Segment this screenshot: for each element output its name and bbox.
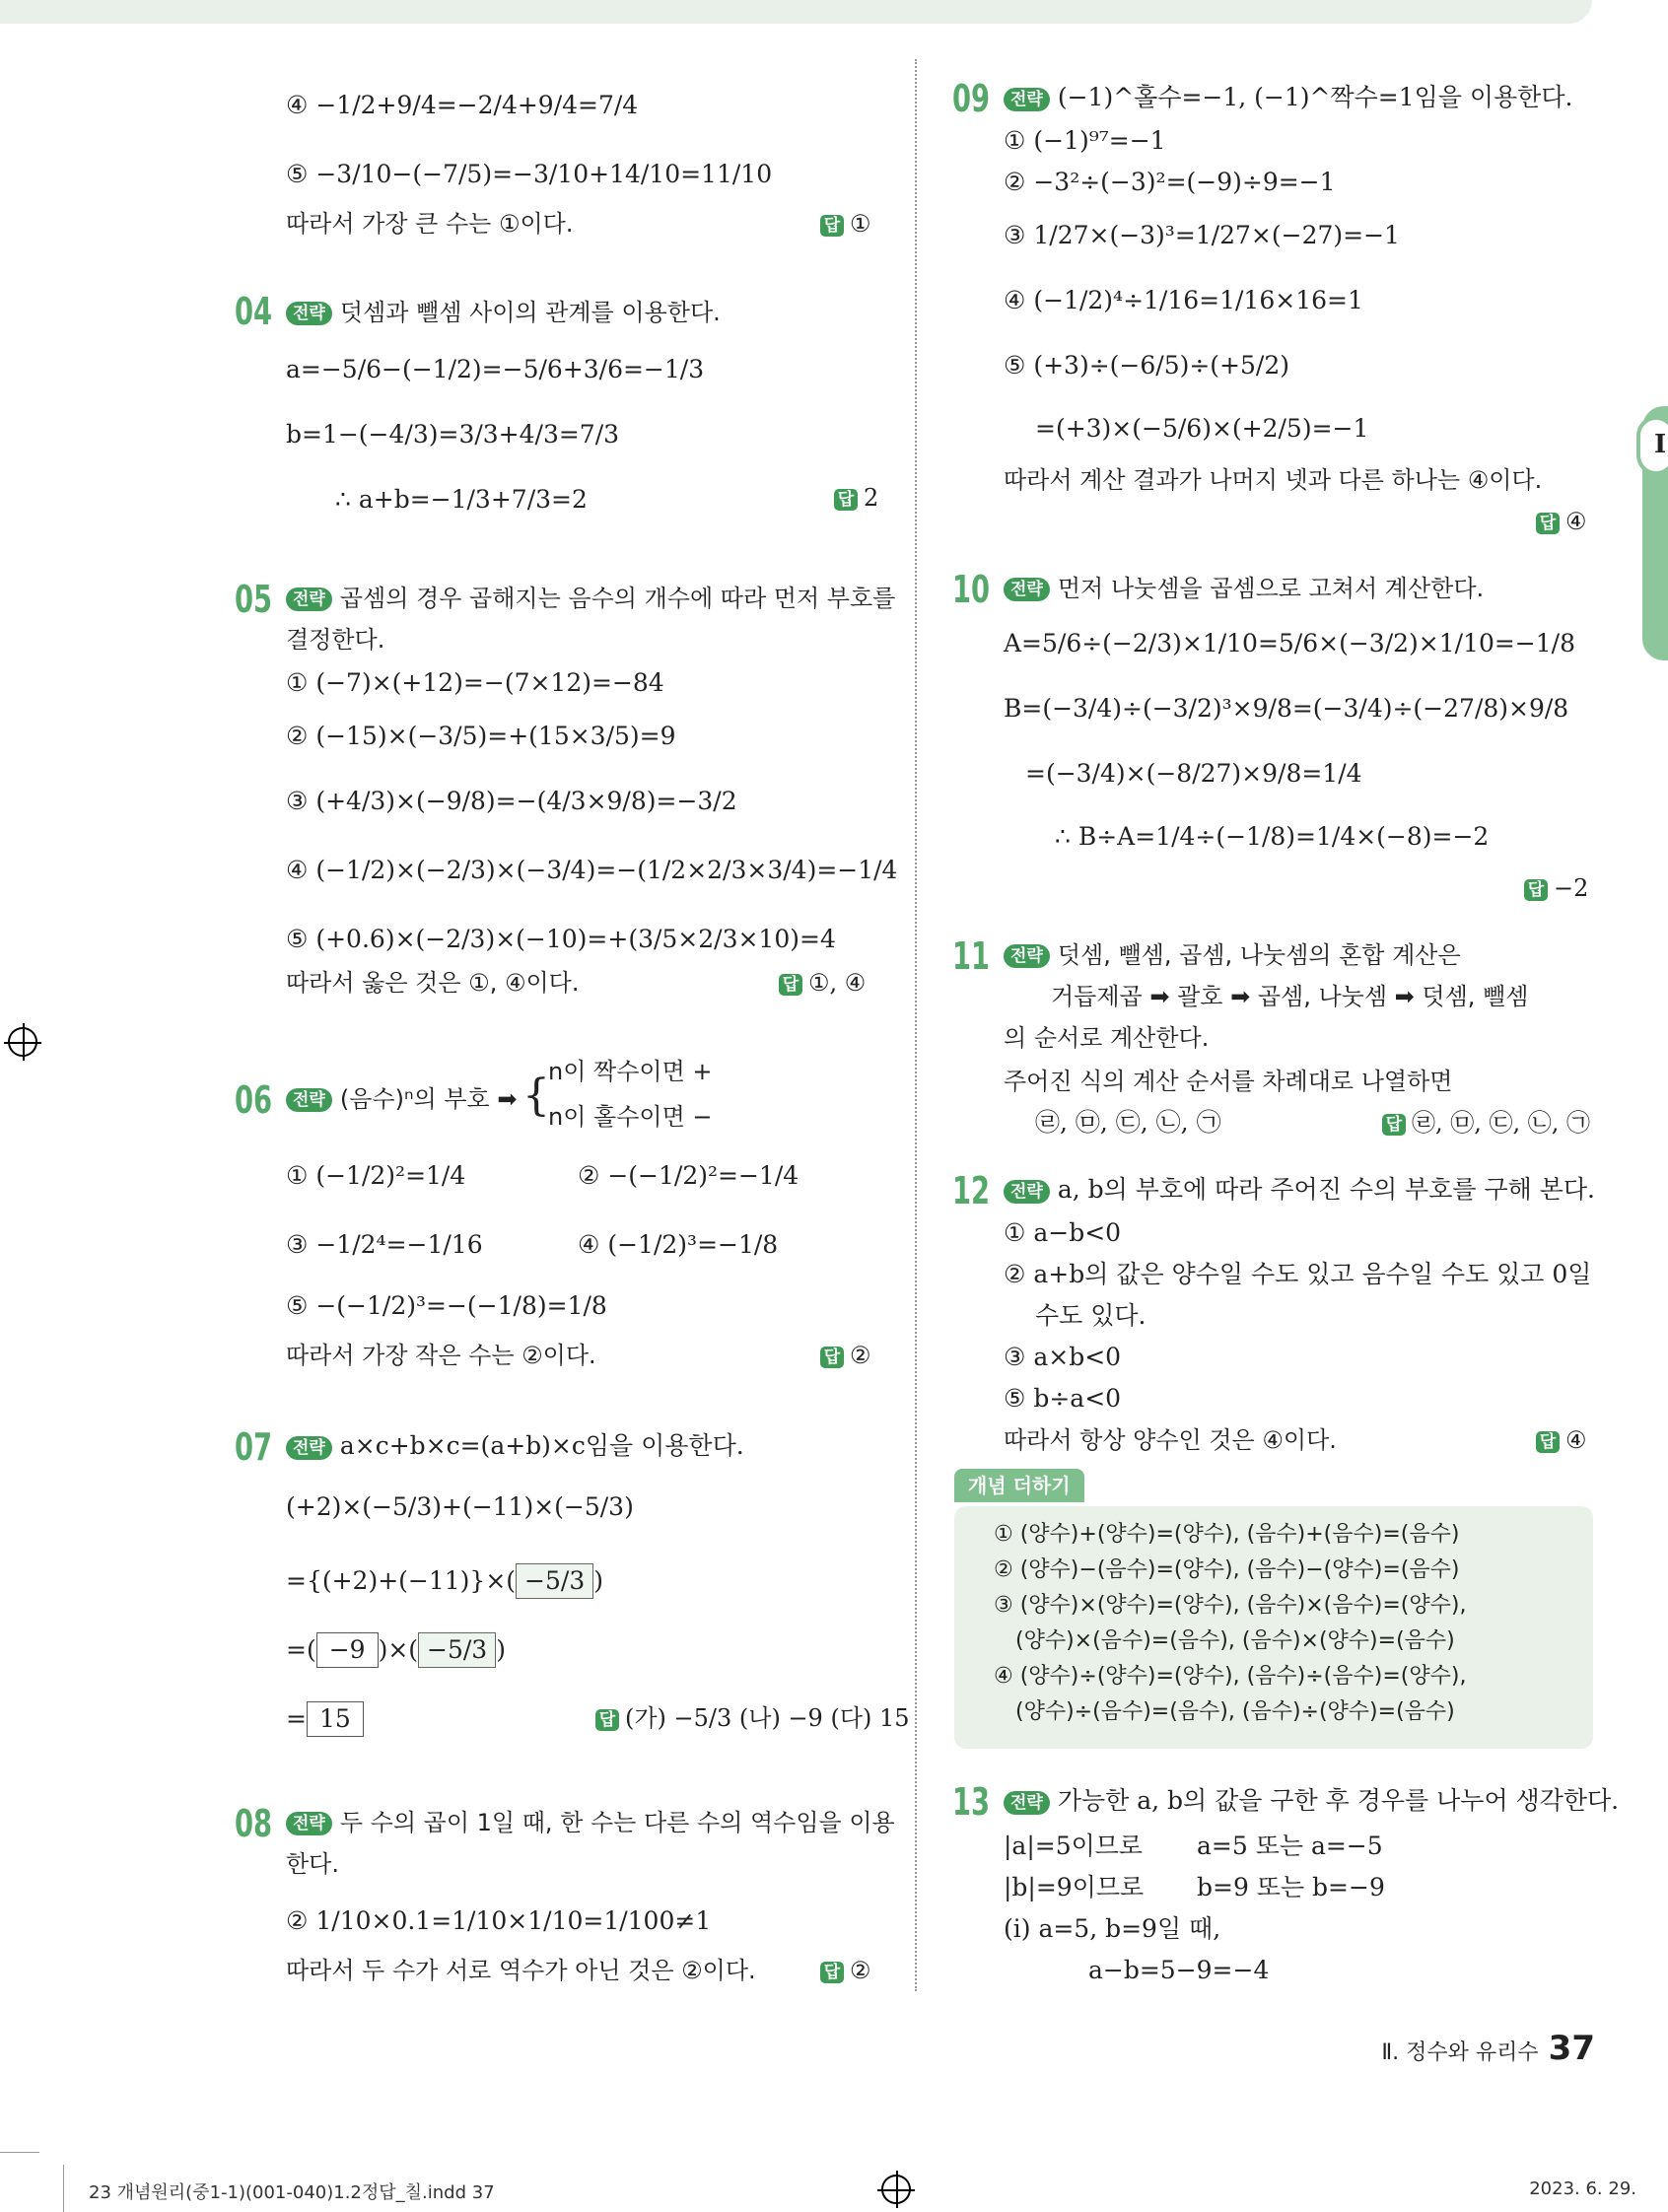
p11-line-1: 거듭제곱 ➡ 괄호 ➡ 곱셈, 나눗셈 ➡ 덧셈, 뺄셈 [1051, 983, 1529, 1010]
p13-line-1b: a=5 또는 a=−5 [1197, 1832, 1383, 1860]
p12-conclusion: 따라서 항상 양수인 것은 ④이다. [1004, 1426, 1337, 1454]
p04-line-b: b=1−(−4/3)=3/3+4/3=7/3 [286, 420, 620, 449]
p10-answer: 답 −2 [1524, 871, 1588, 905]
p13-line-2b: b=9 또는 b=−9 [1197, 1873, 1385, 1901]
p09-answer: 답 ④ [1536, 505, 1587, 538]
p10-line-B: B=(−3/4)÷(−3/2)³×9/8=(−3/4)÷(−27/8)×9/8 [1004, 694, 1569, 723]
p04-strategy: 전략 덧셈과 뺄셈 사이의 관계를 이용한다. [286, 296, 721, 329]
p06-strategy: 전략 (음수)ⁿ의 부호 ➡ [286, 1082, 517, 1116]
blank-na: −9 [316, 1632, 379, 1668]
p13-line-1a: |a|=5이므로 [1004, 1832, 1144, 1860]
p05-strategy-cont: 결정한다. [286, 626, 385, 654]
p07-line-2: ={(+2)+(−11)}×( −5/3 ) [286, 1563, 603, 1599]
concept-line-4: (양수)×(음수)=(음수), (음수)×(양수)=(음수) [1015, 1628, 1455, 1653]
crop-mark [63, 2165, 64, 2212]
p12-strategy: 전략 a, b의 부호에 따라 주어진 수의 부호를 구해 본다. [1004, 1173, 1595, 1207]
strategy-tag: 전략 [1004, 1180, 1050, 1204]
p07-line-4: = 15 [286, 1701, 364, 1737]
p07-answer: 답 (가) −5/3 (나) −9 (다) 15 [595, 1701, 910, 1735]
p09-line-3: ③ 1/27×(−3)³=1/27×(−27)=−1 [1004, 221, 1400, 249]
answer-icon: 답 [779, 974, 802, 996]
concept-line-5: ④ (양수)÷(양수)=(양수), (음수)÷(음수)=(양수), [994, 1664, 1467, 1689]
answer-icon: 답 [1382, 1114, 1406, 1136]
concept-line-3: ③ (양수)×(양수)=(양수), (음수)×(음수)=(양수), [994, 1593, 1467, 1618]
problem-number: 11 [952, 934, 991, 978]
strategy-tag: 전략 [286, 1436, 332, 1460]
footer-filename: 23 개념원리(중1-1)(001-040)1.2정답_칠.indd 37 [89, 2182, 495, 2203]
blank-ga: −5/3 [516, 1563, 593, 1599]
registration-mark-icon [881, 2175, 911, 2204]
answer-icon: 답 [1536, 1431, 1560, 1453]
answer-icon: 답 [834, 489, 858, 511]
p09-line-6: =(+3)×(−5/6)×(+2/5)=−1 [1035, 414, 1369, 443]
p05-answer: 답 ①, ④ [779, 966, 866, 1000]
p08-conclusion: 따라서 두 수가 서로 역수가 아닌 것은 ②이다. [286, 1957, 756, 1984]
concept-line-6: (양수)÷(음수)=(음수), (음수)÷(양수)=(음수) [1015, 1699, 1455, 1724]
p11-answer: 답 ㉣, ㉤, ㉢, ㉡, ㉠ [1382, 1106, 1590, 1140]
p13-strategy: 전략 가능한 a, b의 값을 구한 후 경우를 나누어 생각한다. [1004, 1784, 1619, 1818]
strategy-tag: 전략 [286, 1812, 332, 1835]
p10-line-result: ∴ B÷A=1/4÷(−1/8)=1/4×(−8)=−2 [1055, 822, 1490, 851]
p05-line-4: ④ (−1/2)×(−2/3)×(−3/4)=−(1/2×2/3×3/4)=−1/4 [286, 856, 898, 884]
strategy-tag: 전략 [286, 588, 332, 611]
problem-number: 13 [952, 1780, 991, 1824]
p06-brace: { [522, 1071, 550, 1121]
p08-answer: 답 ② [820, 1954, 871, 1987]
page-number: 37 [1548, 2029, 1595, 2068]
p11-line-4: ㉣, ㉤, ㉢, ㉡, ㉠ [1035, 1108, 1221, 1137]
problem-number: 10 [952, 568, 991, 611]
p09-conclusion: 따라서 계산 결과가 나머지 넷과 다른 하나는 ④이다. [1004, 466, 1543, 494]
problem-number: 05 [235, 578, 273, 621]
chapter-tab-label: I [1654, 430, 1667, 459]
p09-line-4: ④ (−1/2)⁴÷1/16=1/16×16=1 [1004, 286, 1363, 314]
crop-mark [0, 2152, 39, 2153]
p13-case-1: (i) a=5, b=9일 때, [1004, 1914, 1221, 1943]
p07-line-1: (+2)×(−5/3)+(−11)×(−5/3) [286, 1492, 634, 1521]
p06-line-5: ⑤ −(−1/2)³=−(−1/8)=1/8 [286, 1291, 607, 1320]
p09-line-2: ② −3²÷(−3)²=(−9)÷9=−1 [1004, 168, 1336, 196]
p06-odd-rule: n이 홀수이면 − [548, 1103, 713, 1131]
strategy-tag: 전략 [1004, 944, 1050, 968]
p05-line-1: ① (−7)×(+12)=−(7×12)=−84 [286, 668, 664, 697]
p08-strategy-cont: 한다. [286, 1850, 339, 1878]
p05-line-3: ③ (+4/3)×(−9/8)=−(4/3×9/8)=−3/2 [286, 787, 737, 815]
problem-number: 12 [952, 1169, 991, 1212]
p04-line-sum: ∴ a+b=−1/3+7/3=2 [335, 485, 588, 514]
strategy-tag: 전략 [1004, 88, 1050, 111]
problem-number: 07 [235, 1425, 273, 1469]
strategy-tag: 전략 [1004, 578, 1050, 601]
p12-line-1: ① a−b<0 [1004, 1218, 1122, 1247]
p11-line-2: 의 순서로 계산한다. [1004, 1024, 1210, 1052]
p13-line-2a: |b|=9이므로 [1004, 1873, 1145, 1901]
p06-answer: 답 ② [820, 1339, 871, 1372]
p09-line-1: ① (−1)⁹⁷=−1 [1004, 126, 1166, 155]
p06-line-3: ③ −1/2⁴=−1/16 [286, 1230, 483, 1259]
answer-icon: 답 [1536, 513, 1560, 534]
p13-case-1-result: a−b=5−9=−4 [1088, 1956, 1270, 1984]
p12-answer: 답 ④ [1536, 1423, 1587, 1457]
strategy-tag: 전략 [286, 302, 332, 325]
footer-date: 2023. 6. 29. [1529, 2178, 1636, 2199]
p09-strategy: 전략 (−1)^홀수=−1, (−1)^짝수=1임을 이용한다. [1004, 81, 1572, 114]
p12-line-2-cont: 수도 있다. [1035, 1301, 1147, 1330]
answer-icon: 답 [820, 215, 844, 237]
p12-line-5: ⑤ b÷a<0 [1004, 1384, 1122, 1413]
p12-line-3: ③ a×b<0 [1004, 1343, 1122, 1371]
p10-line-B2: =(−3/4)×(−8/27)×9/8=1/4 [1025, 759, 1362, 788]
strategy-tag: 전략 [286, 1088, 332, 1112]
top-banner [0, 0, 1592, 24]
p12-line-2: ② a+b의 값은 양수일 수도 있고 음수일 수도 있고 0일 [1004, 1260, 1592, 1288]
chapter-side-tab [1642, 406, 1668, 660]
p07-strategy: 전략 a×c+b×c=(a+b)×c임을 이용한다. [286, 1429, 744, 1463]
concept-line-2: ② (양수)−(음수)=(양수), (음수)−(양수)=(음수) [994, 1557, 1460, 1582]
answer-icon: 답 [820, 1347, 844, 1368]
p04-answer: 답 2 [834, 481, 878, 515]
page-footer-label: Ⅱ. 정수와 유리수 37 [1381, 2029, 1595, 2068]
p06-line-2: ② −(−1/2)²=−1/4 [578, 1161, 799, 1190]
p06-even-rule: n이 짝수이면 + [548, 1058, 713, 1085]
p04-line-a: a=−5/6−(−1/2)=−5/6+3/6=−1/3 [286, 355, 705, 383]
p03-line-4: ④ −1/2+9/4=−2/4+9/4=7/4 [286, 91, 639, 119]
problem-number: 08 [235, 1802, 273, 1845]
answer-icon: 답 [1524, 879, 1548, 901]
answer-icon: 답 [595, 1709, 619, 1731]
p03-line-5: ⑤ −3/10−(−7/5)=−3/10+14/10=11/10 [286, 160, 773, 188]
blank-ga-repeat: −5/3 [418, 1632, 496, 1668]
p07-line-3: =( −9 )×( −5/3 ) [286, 1632, 506, 1668]
strategy-tag: 전략 [1004, 1791, 1050, 1815]
p11-line-3: 주어진 식의 계산 순서를 차례대로 나열하면 [1004, 1068, 1453, 1095]
problem-number: 04 [235, 290, 273, 333]
answer-icon: 답 [820, 1962, 844, 1983]
p05-conclusion: 따라서 옳은 것은 ①, ④이다. [286, 969, 580, 997]
p05-strategy: 전략 곱셈의 경우 곱해지는 음수의 개수에 따라 먼저 부호를 [286, 582, 895, 615]
problem-number: 09 [952, 77, 991, 120]
problem-number: 06 [235, 1078, 273, 1122]
p08-line-2: ② 1/10×0.1=1/10×1/10=1/100≠1 [286, 1906, 712, 1935]
p06-line-4: ④ (−1/2)³=−1/8 [578, 1230, 779, 1259]
p11-strategy: 전략 덧셈, 뺄셈, 곱셈, 나눗셈의 혼합 계산은 [1004, 938, 1461, 972]
p03-answer: 답 ① [820, 207, 871, 241]
p05-line-5: ⑤ (+0.6)×(−2/3)×(−10)=+(3/5×2/3×10)=4 [286, 925, 836, 953]
p06-line-1: ① (−1/2)²=1/4 [286, 1161, 466, 1190]
p05-line-2: ② (−15)×(−3/5)=+(15×3/5)=9 [286, 722, 676, 750]
blank-da: 15 [307, 1701, 364, 1737]
p10-line-A: A=5/6÷(−2/3)×1/10=5/6×(−3/2)×1/10=−1/8 [1004, 629, 1575, 657]
p06-conclusion: 따라서 가장 작은 수는 ②이다. [286, 1342, 596, 1369]
p10-strategy: 전략 먼저 나눗셈을 곱셈으로 고쳐서 계산한다. [1004, 572, 1484, 605]
p09-line-5: ⑤ (+3)÷(−6/5)÷(+5/2) [1004, 351, 1289, 380]
concept-line-1: ① (양수)+(양수)=(양수), (음수)+(음수)=(음수) [994, 1522, 1460, 1547]
registration-mark-icon [8, 1027, 37, 1057]
p08-strategy: 전략 두 수의 곱이 1일 때, 한 수는 다른 수의 역수임을 이용 [286, 1806, 895, 1839]
p03-conclusion: 따라서 가장 큰 수는 ①이다. [286, 210, 574, 238]
column-divider [915, 59, 917, 1991]
concept-title: 개념 더하기 [954, 1469, 1084, 1502]
